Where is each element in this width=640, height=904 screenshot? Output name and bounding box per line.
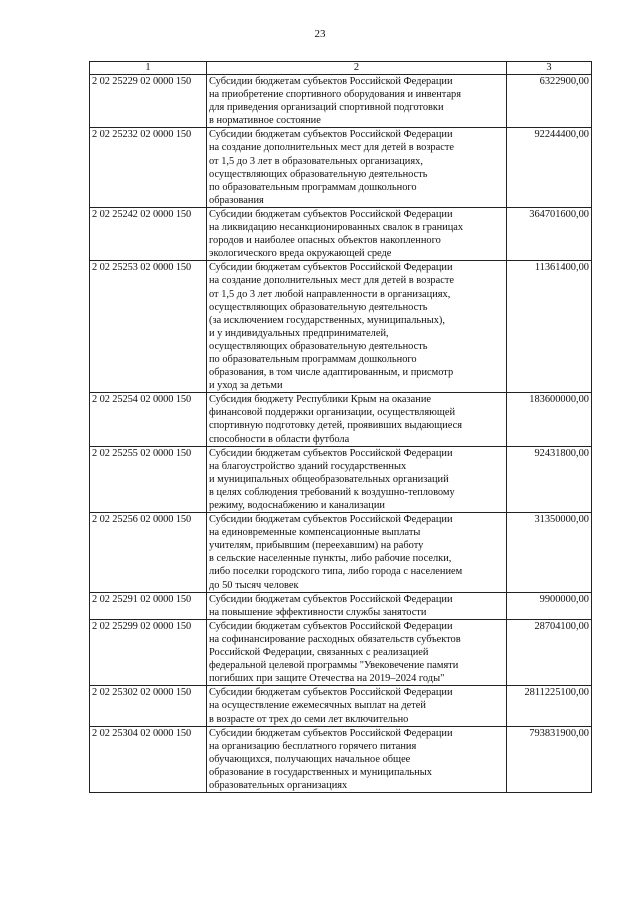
revenue-code: 2 02 25291 02 0000 150	[90, 592, 207, 619]
description-line: режиму, водоснабжению и канализации	[209, 500, 385, 511]
table-row	[90, 592, 592, 619]
description-line: Субсидия бюджету Республики Крым на оказание	[209, 394, 431, 406]
description-line: на единовременные компенсационные выплаты	[209, 527, 421, 539]
revenue-code: 2 02 25242 02 0000 150	[90, 207, 207, 260]
revenue-description	[207, 128, 507, 208]
column-header-3: 3	[507, 62, 592, 75]
revenue-description	[207, 619, 507, 685]
revenue-description	[207, 446, 507, 512]
description-line: образования, в том числе адаптированным, и присмотр	[209, 367, 454, 379]
description-line: на создание дополнительных мест для детей в возрасте	[209, 142, 455, 154]
description-line: для приведения организаций спортивной подготовки	[209, 102, 444, 114]
table-row	[90, 207, 592, 260]
description-line: спортивную подготовку детей, проявивших выдающиеся	[209, 420, 462, 432]
description-line: обучающихся, получающих начальное общее	[209, 753, 411, 765]
amount: 28704100,00	[507, 619, 592, 685]
table-body	[90, 75, 592, 793]
description-line: на повышение эффективности службы занятости	[209, 606, 427, 618]
revenue-description	[207, 261, 507, 393]
amount: 9900000,00	[507, 592, 592, 619]
description-line: способности в области футбола	[209, 433, 350, 445]
table-row	[90, 393, 592, 446]
description-line: Субсидии бюджетам субъектов Российской Федерации	[209, 208, 453, 220]
amount: 6322900,00	[507, 75, 592, 128]
description-line: в возрасте от трех до семи лет включительно	[209, 713, 409, 725]
description-line: осуществляющих образовательную деятельность	[209, 168, 428, 180]
revenue-code: 2 02 25232 02 0000 150	[90, 128, 207, 208]
table-row	[90, 513, 592, 593]
description-line: и муниципальных общеобразовательных организаций	[209, 473, 449, 485]
table-row	[90, 261, 592, 393]
description-line: в сельские населенные пункты, либо рабочие поселки,	[209, 553, 452, 565]
description-line: Субсидии бюджетам субъектов Российской Федерации	[209, 76, 453, 87]
description-line: на осуществление ежемесячных выплат на детей	[209, 700, 426, 712]
description-line: Субсидии бюджетам субъектов Российской Федерации	[209, 727, 453, 739]
description-line: осуществляющих образовательную деятельность	[209, 340, 428, 352]
description-line: образовательных организациях	[209, 779, 348, 791]
revenue-description	[207, 686, 507, 726]
column-header-1: 1	[90, 62, 207, 75]
description-line: и у индивидуальных предпринимателей,	[209, 327, 389, 339]
description-line: по образовательным программам дошкольного	[209, 181, 417, 193]
amount: 11361400,00	[507, 261, 592, 393]
table-row	[90, 446, 592, 512]
revenue-code: 2 02 25299 02 0000 150	[90, 619, 207, 685]
amount: 364701600,00	[507, 207, 592, 260]
table-row	[90, 726, 592, 792]
column-header-2: 2	[207, 62, 507, 75]
table-row	[90, 128, 592, 208]
table-row	[90, 619, 592, 685]
page-number: 23	[314, 28, 326, 40]
description-line: Субсидии бюджетам субъектов Российской Федерации	[209, 687, 453, 699]
amount: 183600000,00	[507, 393, 592, 446]
revenue-description	[207, 726, 507, 792]
revenue-code: 2 02 25253 02 0000 150	[90, 261, 207, 393]
description-line: городов и наиболее опасных объектов накопленного	[209, 235, 441, 247]
description-line: от 1,5 до 3 лет в образовательных организациях,	[209, 155, 423, 167]
budget-table	[89, 61, 592, 793]
description-line: Субсидии бюджетам субъектов Российской Федерации	[209, 593, 453, 605]
revenue-code: 2 02 25256 02 0000 150	[90, 513, 207, 593]
description-line: Субсидии бюджетам субъектов Российской Федерации	[209, 262, 453, 274]
description-line: Субсидии бюджетам субъектов Российской Федерации	[209, 620, 453, 632]
table-header	[90, 62, 592, 75]
description-line: на благоустройство зданий государственных	[209, 460, 407, 472]
description-line: Российской Федерации, связанных с реализацией	[209, 647, 429, 659]
description-line: экологического вреда окружающей среде	[209, 248, 392, 260]
revenue-description	[207, 207, 507, 260]
revenue-description	[207, 513, 507, 593]
description-line: в нормативное состояние	[209, 115, 321, 127]
description-line: федеральной целевой программы "Увековечение памяти	[209, 660, 459, 672]
amount: 31350000,00	[507, 513, 592, 593]
description-line: и уход за детьми	[209, 380, 283, 392]
description-line: на приобретение спортивного оборудования и инвентаря	[209, 89, 462, 101]
description-line: на ликвидацию несанкционированных свалок в границах	[209, 222, 464, 234]
description-line: учителям, прибывшим (переехавшим) на работу	[209, 540, 424, 552]
description-line: на софинансирование расходных обязательств субъектов	[209, 633, 461, 645]
amount: 92244400,00	[507, 128, 592, 208]
revenue-code: 2 02 25254 02 0000 150	[90, 393, 207, 446]
revenue-code: 2 02 25304 02 0000 150	[90, 726, 207, 792]
description-line: осуществляющих образовательную деятельность	[209, 301, 428, 313]
revenue-description	[207, 393, 507, 446]
revenue-code: 2 02 25255 02 0000 150	[90, 446, 207, 512]
revenue-code: 2 02 25229 02 0000 150	[90, 75, 207, 128]
description-line: финансовой поддержки организации, осуществляющей	[209, 407, 456, 419]
description-line: Субсидии бюджетам субъектов Российской Федерации	[209, 514, 453, 526]
amount: 2811225100,00	[507, 686, 592, 726]
description-line: Субсидии бюджетам субъектов Российской Федерации	[209, 447, 453, 459]
description-line: по образовательным программам дошкольного	[209, 353, 417, 365]
description-line: погибших при защите Отечества на 2019–2024 годы"	[209, 673, 445, 685]
description-line: на создание дополнительных мест для детей в возрасте	[209, 275, 455, 287]
description-line: либо поселки городского типа, либо города с населением	[209, 566, 463, 578]
description-line: от 1,5 до 3 лет любой направленности в организациях,	[209, 288, 451, 300]
description-line: до 50 тысяч человек	[209, 579, 299, 591]
description-line: (за исключением государственных, муниципальных),	[209, 314, 445, 326]
amount: 793831900,00	[507, 726, 592, 792]
header-row	[90, 62, 592, 75]
description-line: образования	[209, 194, 264, 206]
table-row	[90, 75, 592, 128]
description-line: образование в государственных и муниципальных	[209, 766, 432, 778]
description-line: в целях соблюдения требований к воздушно-тепловому	[209, 486, 455, 498]
revenue-code: 2 02 25302 02 0000 150	[90, 686, 207, 726]
revenue-description	[207, 592, 507, 619]
revenue-description	[207, 75, 507, 128]
table-row	[90, 686, 592, 726]
amount: 92431800,00	[507, 446, 592, 512]
description-line: на организацию бесплатного горячего питания	[209, 740, 417, 752]
description-line: Субсидии бюджетам субъектов Российской Федерации	[209, 129, 453, 141]
